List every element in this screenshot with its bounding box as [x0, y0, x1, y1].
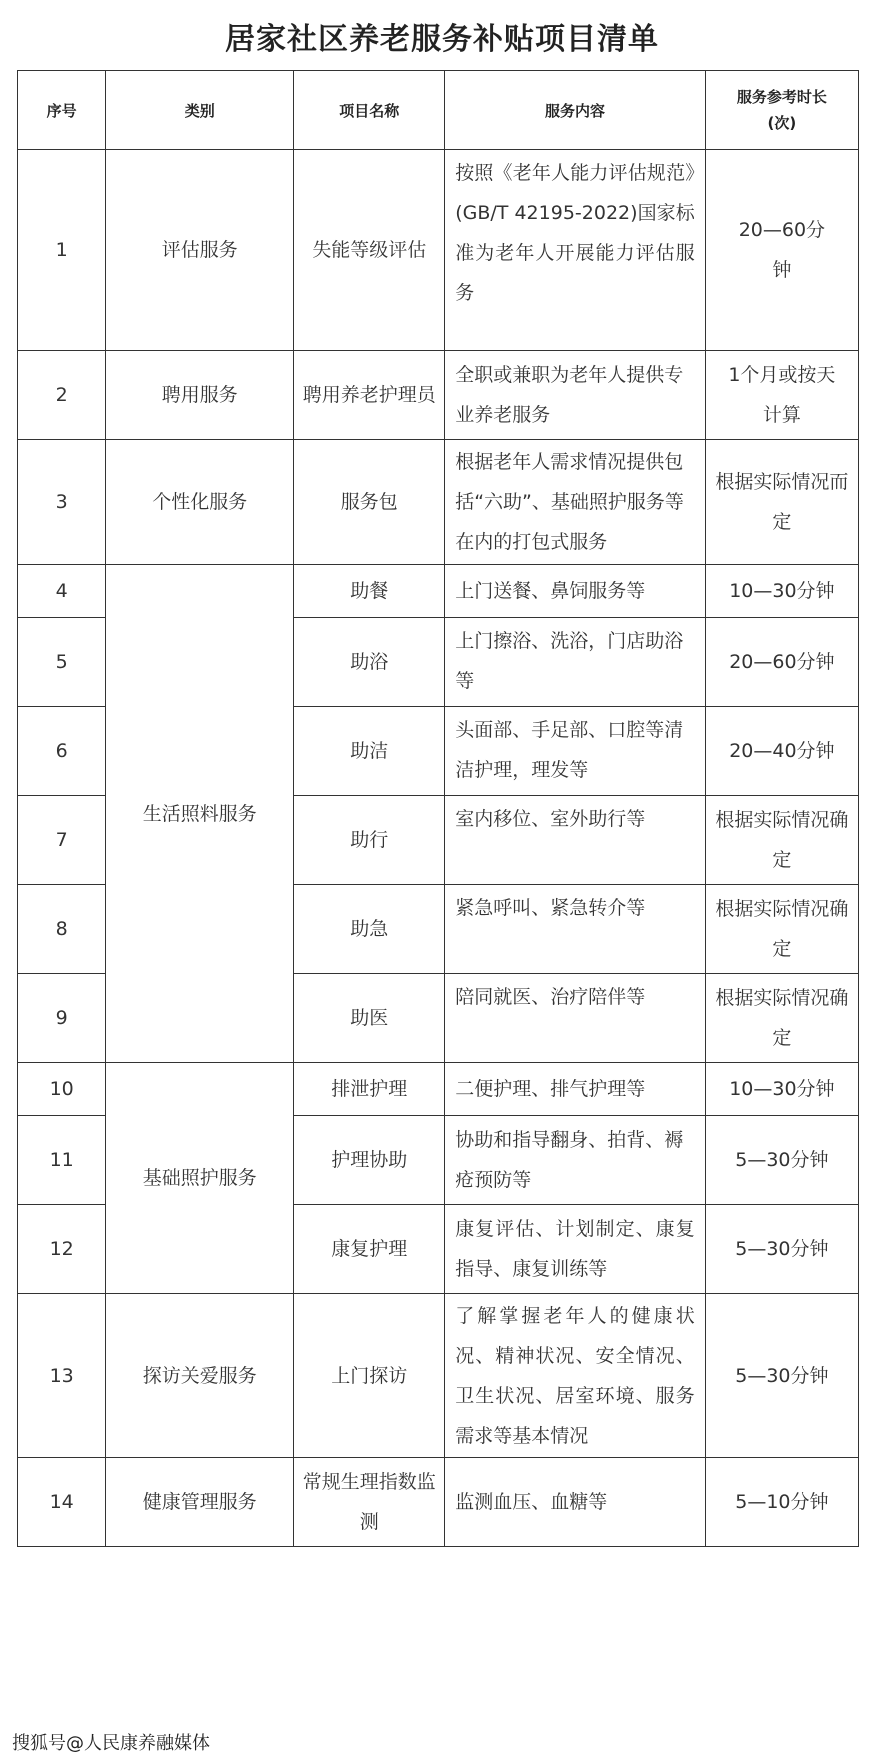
row-no: 3 — [18, 440, 106, 565]
row-no: 14 — [18, 1458, 106, 1547]
row-content: 陪同就医、治疗陪伴等 — [445, 974, 706, 1063]
row-no: 13 — [18, 1294, 106, 1458]
header-item: 项目名称 — [294, 71, 445, 150]
page-title: 居家社区养老服务补贴项目清单 — [225, 22, 659, 57]
row-duration: 根据实际情况确定 — [705, 974, 858, 1063]
row-content: 上门送餐、鼻饲服务等 — [445, 565, 706, 618]
row-item: 助浴 — [294, 618, 445, 707]
row-duration: 5—30分钟 — [705, 1294, 858, 1458]
row-duration: 根据实际情况确定 — [705, 885, 858, 974]
table-header-row — [18, 71, 859, 150]
row-content: 康复评估、计划制定、康复指导、康复训练等 — [445, 1205, 706, 1294]
table-row — [18, 351, 859, 440]
row-content: 二便护理、排气护理等 — [445, 1063, 706, 1116]
row-no: 5 — [18, 618, 106, 707]
row-content: 紧急呼叫、紧急转介等 — [445, 885, 706, 974]
header-no: 序号 — [18, 71, 106, 150]
row-category: 健康管理服务 — [106, 1458, 294, 1547]
row-item: 助急 — [294, 885, 445, 974]
row-duration: 5—30分钟 — [705, 1116, 858, 1205]
row-duration: 5—30分钟 — [705, 1205, 858, 1294]
row-item: 助洁 — [294, 707, 445, 796]
header-duration-line1: 服务参考时长 — [736, 88, 827, 106]
row-item: 排泄护理 — [294, 1063, 445, 1116]
row-no: 8 — [18, 885, 106, 974]
row-no: 9 — [18, 974, 106, 1063]
row-item: 服务包 — [294, 440, 445, 565]
table-row — [18, 440, 859, 565]
row-content: 监测血压、血糖等 — [445, 1458, 706, 1547]
row-item: 助餐 — [294, 565, 445, 618]
row-category: 个性化服务 — [106, 440, 294, 565]
row-no: 2 — [18, 351, 106, 440]
row-duration: 20—60分钟 — [705, 618, 858, 707]
table-row — [18, 565, 859, 618]
row-content: 室内移位、室外助行等 — [445, 796, 706, 885]
row-no: 4 — [18, 565, 106, 618]
row-category: 聘用服务 — [106, 351, 294, 440]
table-row — [18, 150, 859, 351]
row-item: 上门探访 — [294, 1294, 445, 1458]
row-no: 11 — [18, 1116, 106, 1205]
row-content: 了解掌握老年人的健康状况、精神状况、安全情况、卫生状况、居室环境、服务需求等基本情况 — [445, 1294, 706, 1458]
row-content: 按照《老年人能力评估规范》(GB/T 42195-2022)国家标准为老年人开展能力评估服务 — [445, 150, 706, 351]
header-category: 类别 — [106, 71, 294, 150]
header-duration-line2: (次) — [767, 114, 797, 132]
row-item: 失能等级评估 — [294, 150, 445, 351]
row-duration: 20—40分钟 — [705, 707, 858, 796]
header-content: 服务内容 — [445, 71, 706, 150]
row-no: 12 — [18, 1205, 106, 1294]
row-duration: 10—30分钟 — [705, 565, 858, 618]
header-duration — [705, 71, 858, 150]
row-content: 全职或兼职为老年人提供专业养老服务 — [445, 351, 706, 440]
row-duration: 根据实际情况确定 — [705, 796, 858, 885]
row-duration: 根据实际情况而定 — [705, 440, 858, 565]
table-row — [18, 1458, 859, 1547]
table-row — [18, 1063, 859, 1116]
row-item: 康复护理 — [294, 1205, 445, 1294]
row-no: 1 — [18, 150, 106, 351]
row-category: 探访关爱服务 — [106, 1294, 294, 1458]
row-item: 常规生理指数监测 — [294, 1458, 445, 1547]
row-category: 基础照护服务 — [106, 1063, 294, 1294]
table-row — [18, 1294, 859, 1458]
row-content: 上门擦浴、洗浴，门店助浴等 — [445, 618, 706, 707]
subsidy-table — [17, 70, 859, 1547]
row-no: 6 — [18, 707, 106, 796]
row-duration: 5—10分钟 — [705, 1458, 858, 1547]
row-category: 生活照料服务 — [106, 565, 294, 1063]
row-duration: 20—60分钟 — [705, 150, 858, 351]
row-no: 10 — [18, 1063, 106, 1116]
row-item: 护理协助 — [294, 1116, 445, 1205]
row-item: 助医 — [294, 974, 445, 1063]
row-category: 评估服务 — [106, 150, 294, 351]
row-content: 协助和指导翻身、拍背、褥疮预防等 — [445, 1116, 706, 1205]
row-duration: 10—30分钟 — [705, 1063, 858, 1116]
row-content: 根据老年人需求情况提供包括“六助”、基础照护服务等在内的打包式服务 — [445, 440, 706, 565]
row-no: 7 — [18, 796, 106, 885]
row-duration: 1个月或按天计算 — [705, 351, 858, 440]
row-content: 头面部、手足部、口腔等清洁护理，理发等 — [445, 707, 706, 796]
watermark: 搜狐号@人民康养融媒体 — [12, 1733, 210, 1754]
row-item: 助行 — [294, 796, 445, 885]
row-item: 聘用养老护理员 — [294, 351, 445, 440]
